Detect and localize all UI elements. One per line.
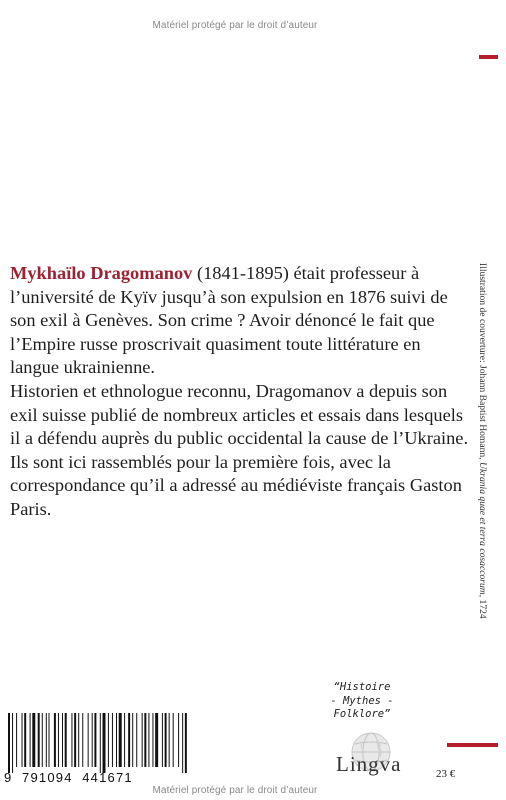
back-cover-blurb: [10, 262, 470, 522]
credit-prefix: Illustration de couverture: Johann Baptist Homann,: [477, 263, 488, 463]
copyright-watermark-top: Matériel protégé par le droit d’auteur: [152, 20, 318, 31]
collection-line-2: - Mythes -: [330, 694, 394, 707]
credit-title: Ukrania quae et terra cosaccorum: [477, 462, 488, 595]
cover-illustration-credit: [477, 263, 488, 723]
accent-bar-bottom: [447, 743, 498, 747]
isbn-digits: 9 791094 441671: [4, 770, 133, 785]
blurb-paragraph-2: Historien et ethnologue reconnu, Dragomanov a depuis son exil suisse publié de nombreux articles et essais dans lesquels il a défendu auprès du public occidental la cause de l’Ukraine.: [10, 380, 469, 449]
blurb-paragraph-1: [10, 262, 470, 380]
copyright-watermark-bottom: Matériel protégé par le droit d’auteur: [152, 785, 318, 796]
accent-bar-top: [479, 55, 498, 59]
publisher-logo-text: Lingva: [336, 752, 402, 776]
collection-name: [317, 681, 407, 722]
credit-suffix: , 1724: [477, 594, 488, 619]
blurb-paragraph-3: Ils sont ici rassemblés pour la première fois, avec la correspondance qu’il a adressé au médiéviste français Gaston Paris.: [10, 451, 462, 519]
blurb-paragraph-1-text: (1841-1895) était professeur à l’université de Kyïv jusqu’à son expulsion en 1876 suivi de son exil à Genèves. Son crime ? Avoir dénoncé le fait que l’Empire russe proscrivait quasiment toute littérature en langue ukrainienne.: [10, 263, 448, 378]
author-name: Mykhaïlo Dragomanov: [10, 263, 193, 283]
collection-line-3: Folklore”: [333, 708, 391, 720]
collection-line-1: “Histoire: [333, 681, 391, 693]
price: 23 €: [436, 768, 456, 780]
